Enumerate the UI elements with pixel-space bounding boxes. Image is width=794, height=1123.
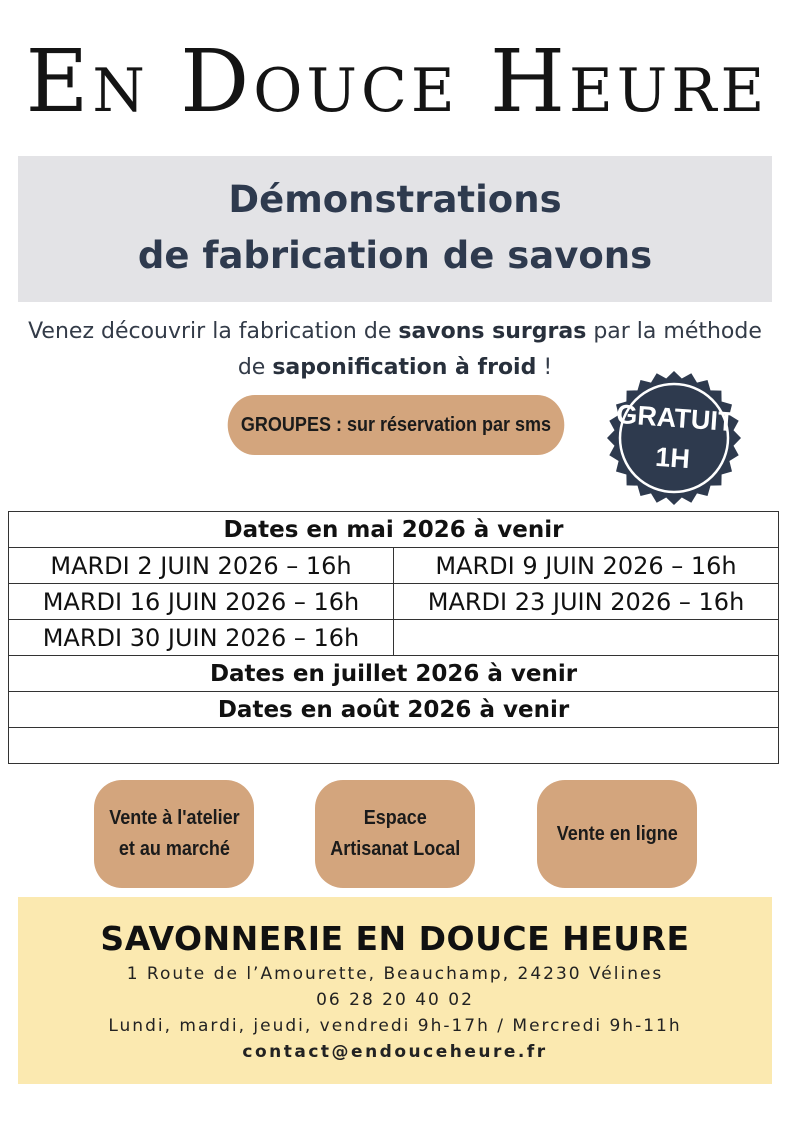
local-craft-space-button[interactable] [315, 780, 475, 888]
intro-part3: ! [536, 355, 553, 380]
button-line1: Vente en ligne [556, 822, 678, 845]
email-link[interactable]: contact@endouceheure.fr [242, 1042, 548, 1062]
intro-part1: Venez découvrir la fabrication de [28, 319, 399, 344]
date-cell: MARDI 23 JUIN 2026 – 16h [394, 584, 779, 620]
groups-reservation-pill: GROUPES : sur réservation par sms [228, 395, 565, 455]
phone-number[interactable]: 06 28 20 40 02 [316, 990, 474, 1010]
free-seal-badge [601, 365, 746, 510]
date-cell [394, 620, 779, 656]
intro-part2: par la méthode de [237, 319, 762, 380]
online-sales-button[interactable] [537, 780, 697, 888]
intro-bold2: saponification à froid [272, 355, 537, 380]
contact-footer [18, 897, 772, 1084]
company-name: SAVONNERIE EN DOUCE HEURE [100, 919, 690, 958]
badge-line1: GRATUIT [615, 398, 736, 438]
dates-table [8, 511, 779, 764]
empty-row [9, 728, 779, 764]
button-line1: Espace [363, 807, 427, 829]
workshop-market-sales-button[interactable] [94, 780, 254, 888]
date-cell: MARDI 2 JUIN 2026 – 16h [9, 548, 394, 584]
july-heading: Dates en juillet 2026 à venir [9, 656, 779, 692]
title-banner [18, 156, 772, 302]
page-title-line1: Démonstrations [228, 178, 562, 221]
brand-logo: En Douce Heure [25, 32, 769, 132]
address: 1 Route de l’Amourette, Beauchamp, 24230 Vélines [126, 964, 664, 984]
button-line2: Artisanat Local [329, 838, 461, 860]
button-line2: et au marché [118, 838, 230, 860]
date-cell: MARDI 30 JUIN 2026 – 16h [9, 620, 394, 656]
may-heading: Dates en mai 2026 à venir [9, 512, 779, 548]
page-title-line2: de fabrication de savons [137, 234, 653, 277]
date-cell: MARDI 16 JUIN 2026 – 16h [9, 584, 394, 620]
button-line1: Vente à l'atelier [108, 807, 240, 829]
intro-bold1: savons surgras [398, 319, 587, 344]
august-heading: Dates en août 2026 à venir [9, 692, 779, 728]
opening-hours: Lundi, mardi, jeudi, vendredi 9h-17h / Mercredi 9h-11h [108, 1016, 682, 1036]
date-cell: MARDI 9 JUIN 2026 – 16h [394, 548, 779, 584]
badge-line2: 1H [654, 441, 691, 475]
